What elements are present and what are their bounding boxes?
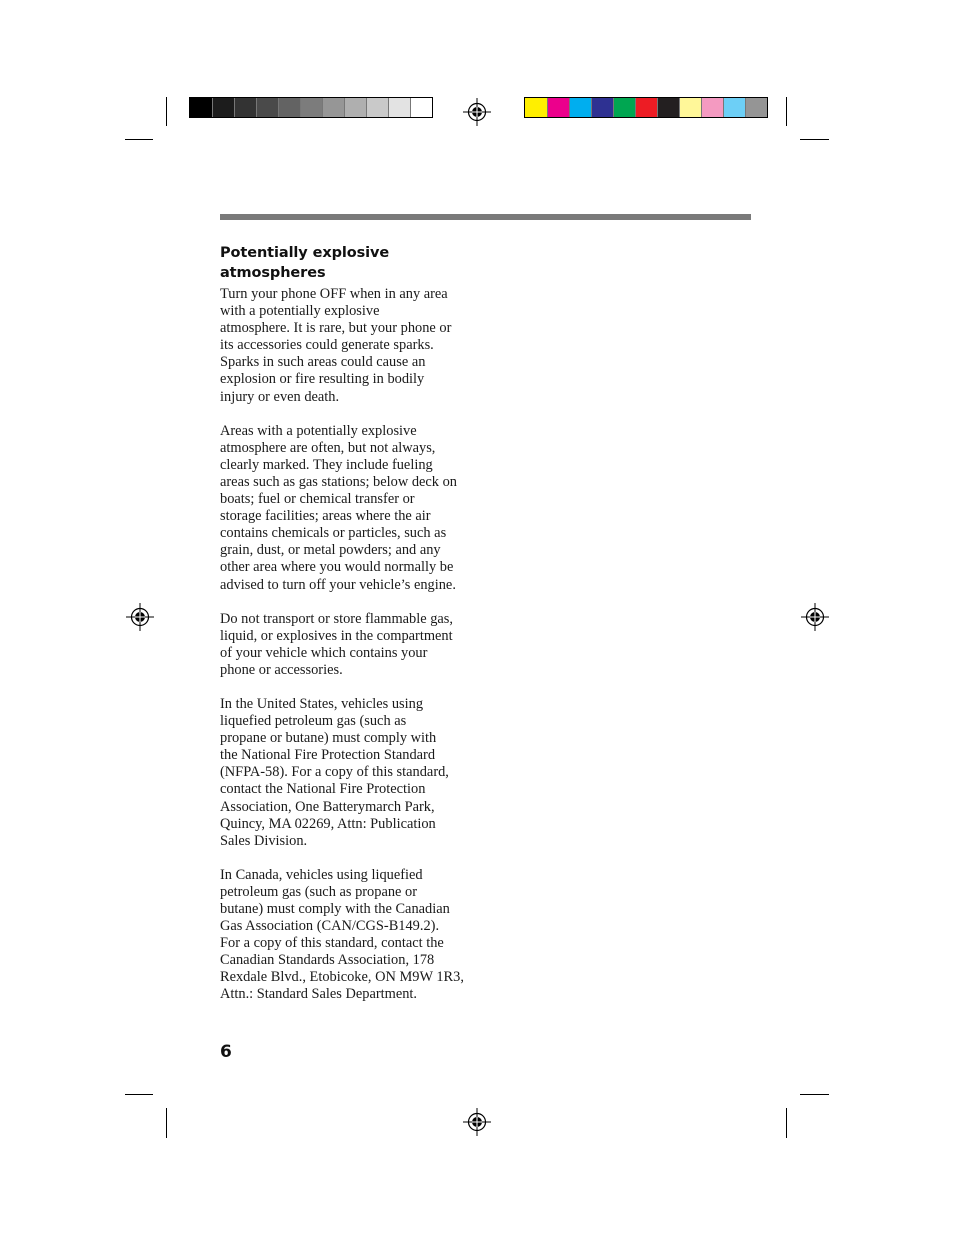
registration-mark-icon <box>463 1108 491 1136</box>
crop-mark-icon <box>125 1094 153 1095</box>
registration-mark-icon <box>463 98 491 126</box>
color-swatch <box>190 98 212 117</box>
color-swatch <box>234 98 256 117</box>
color-swatch <box>525 98 547 117</box>
crop-mark-icon <box>786 1108 787 1138</box>
body-paragraph: Areas with a potentially explosive atmosphere are often, but not always, clearly marked. They include fueling areas such as gas stations; below deck on boats; fuel or chemical transfer or storage facilities; areas where the air contains chemicals or particles, such as grain, dust, or metal powders; and any other area where you would normally be advised to turn off your vehicle’s engine. <box>220 422 457 593</box>
crop-mark-icon <box>800 139 829 140</box>
color-swatch <box>701 98 723 117</box>
header-rule <box>220 214 751 220</box>
color-swatch <box>591 98 613 117</box>
color-swatch <box>635 98 657 117</box>
color-swatch <box>410 98 432 117</box>
color-swatch <box>679 98 701 117</box>
color-swatch <box>745 98 767 117</box>
registration-mark-icon <box>126 603 154 631</box>
page-number: 6 <box>220 1042 232 1062</box>
color-swatch <box>657 98 679 117</box>
main-content <box>220 243 476 1021</box>
grayscale-color-bar <box>189 97 433 118</box>
color-swatch <box>366 98 388 117</box>
registration-mark-icon <box>801 603 829 631</box>
body-paragraph: Do not transport or store flammable gas, liquid, or explosives in the compartment of your vehicle which contains your phone or accessories. <box>220 610 453 678</box>
crop-mark-icon <box>800 1094 829 1095</box>
color-swatch <box>278 98 300 117</box>
crop-mark-icon <box>125 139 153 140</box>
color-swatch <box>256 98 278 117</box>
crop-mark-icon <box>786 97 787 126</box>
body-paragraph: In the United States, vehicles using liquefied petroleum gas (such as propane or butane) must comply with the National Fire Protection Standard (NFPA-58). For a copy of this standard, contact the National Fire Protection Association, One Batterymarch Park, Quincy, MA 02269, Attn: Publication Sales Division. <box>220 695 449 849</box>
color-swatch <box>344 98 366 117</box>
crop-mark-icon <box>166 97 167 126</box>
crop-mark-icon <box>166 1108 167 1138</box>
section-heading: Potentially explosive atmospheres <box>220 245 390 281</box>
color-swatch <box>547 98 569 117</box>
color-swatch <box>300 98 322 117</box>
color-swatch <box>212 98 234 117</box>
color-swatch <box>723 98 745 117</box>
color-swatch <box>613 98 635 117</box>
color-swatch <box>569 98 591 117</box>
body-paragraph: In Canada, vehicles using liquefied petroleum gas (such as propane or butane) must comply with the Canadian Gas Association (CAN/CGS-B149.2). For a copy of this standard, contact the Canadian Standards Association, 178 Rexdale Blvd., Etobicoke, ON M9W 1R3, Attn.: Standard Sales Department. <box>220 866 464 1003</box>
process-color-bar <box>524 97 768 118</box>
color-swatch <box>322 98 344 117</box>
color-swatch <box>388 98 410 117</box>
body-paragraph: Turn your phone OFF when in any area with a potentially explosive atmosphere. It is rare, but your phone or its accessories could generate sparks. Sparks in such areas could cause an explosion or fire resulting in bodily injury or even death. <box>220 286 452 405</box>
